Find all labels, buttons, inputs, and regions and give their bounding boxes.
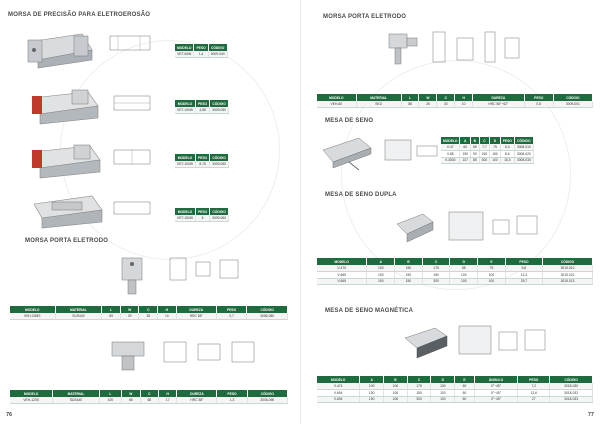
col-header: B xyxy=(471,137,480,144)
mesa-seno-image xyxy=(319,132,375,172)
cell: 6,4 xyxy=(500,144,514,151)
cell: SKD xyxy=(356,101,401,108)
col-header: MATERIAL xyxy=(53,390,99,397)
cell: 89 xyxy=(102,313,121,320)
precisao-table-2 xyxy=(175,100,229,114)
cell: 100 xyxy=(478,278,506,285)
col-header: MODELO xyxy=(175,208,195,215)
col-header: PESO xyxy=(216,306,246,313)
col-header: H xyxy=(455,94,473,101)
cell: 28 xyxy=(139,313,158,320)
col-header: D xyxy=(490,137,501,144)
col-header: DUREZA xyxy=(176,306,216,313)
cell: 10 xyxy=(455,101,473,108)
cell: 8 xyxy=(195,215,209,222)
cell: 100 xyxy=(431,396,455,403)
seno-table xyxy=(441,137,534,164)
right-page xyxy=(300,0,600,424)
eletrodo-table-1 xyxy=(10,306,288,320)
col-header: A xyxy=(460,137,471,144)
cell: 0,7 xyxy=(216,313,246,320)
cell: V-694 xyxy=(317,390,360,397)
cell: V-3530 xyxy=(441,157,460,164)
col-header: CÓDIGO xyxy=(208,44,227,51)
cell: 75 xyxy=(478,265,506,272)
mesa-seno-drawing xyxy=(381,138,441,164)
cell: 7,2 xyxy=(518,383,550,390)
cell: 0°~45° xyxy=(474,383,518,390)
cell: 8,6 xyxy=(500,151,514,158)
magnetica-table xyxy=(317,376,593,403)
cell: VEH-60 xyxy=(317,101,356,108)
cell: VET-150W xyxy=(175,215,195,222)
cell: 60 xyxy=(455,390,475,397)
col-header: PESO xyxy=(524,94,553,101)
precisao-table-3 xyxy=(175,154,229,168)
cell: 60 xyxy=(455,383,475,390)
cell: 30 xyxy=(437,101,455,108)
cell: 3009-050 xyxy=(210,161,229,168)
col-header: D xyxy=(431,376,455,383)
cell: 15,3 xyxy=(500,157,514,164)
col-header: CÓDIGO xyxy=(514,137,533,144)
cell: V-470 xyxy=(317,265,367,272)
cell: 150 xyxy=(490,151,501,158)
mesa-seno-magnetica-images xyxy=(401,320,551,364)
col-header: C xyxy=(140,390,158,397)
col-header: PESO xyxy=(500,137,514,144)
col-header: L xyxy=(401,94,419,101)
morsa-eletrodo-images-right xyxy=(385,24,525,70)
eletrodo-table-right xyxy=(317,94,593,108)
cell: 10 xyxy=(158,313,177,320)
col-header: B xyxy=(384,376,408,383)
cell: 3009-050 xyxy=(210,107,229,114)
cell: 100 xyxy=(99,397,121,404)
col-header: C xyxy=(422,258,450,265)
col-header: MODELO xyxy=(10,306,55,313)
col-header: PESO xyxy=(195,100,209,107)
cell: V-88 xyxy=(441,151,460,158)
col-header: MATERIAL xyxy=(55,306,102,313)
cell: 3008-020 xyxy=(514,151,533,158)
cell: HRC 58° xyxy=(176,313,216,320)
col-header: DUREZA xyxy=(473,94,525,101)
cell: 106 xyxy=(384,396,408,403)
cell: 3018-030 xyxy=(550,383,593,390)
col-header: MODELO xyxy=(317,258,367,265)
cell: 3008-030 xyxy=(514,157,533,164)
col-header: H xyxy=(159,390,177,397)
cell: 106 xyxy=(384,390,408,397)
cell: 150 xyxy=(479,151,490,158)
cell: 150 xyxy=(395,278,423,285)
col-header: E xyxy=(455,376,475,383)
morsa-precisao-drawing-3 xyxy=(112,146,152,170)
cell: 150 xyxy=(360,396,384,403)
cell: 150 xyxy=(407,390,431,397)
col-header: D xyxy=(450,258,478,265)
cell: 8,78 xyxy=(195,161,209,168)
morsa-precisao-image-3 xyxy=(28,140,104,180)
morsa-eletrodo-drawings-2 xyxy=(158,338,268,370)
col-header: L xyxy=(102,306,121,313)
cell: 0°~45° xyxy=(474,396,518,403)
cell: 60 xyxy=(455,396,475,403)
cell: 3009-001 xyxy=(553,101,592,108)
col-header: MODELO xyxy=(175,44,194,51)
cell: 100 xyxy=(450,278,478,285)
cell: VET-100W xyxy=(175,107,195,114)
cell: VET-60W xyxy=(175,51,194,58)
col-header: L xyxy=(99,390,121,397)
col-header: CÓDIGO xyxy=(210,100,229,107)
col-header: W xyxy=(419,94,437,101)
cell: SUS440 xyxy=(53,397,99,404)
col-header: C xyxy=(437,94,455,101)
section-title-morsa-eletrodo: MORSA PORTA ELETRODO xyxy=(25,238,109,244)
cell: 100 xyxy=(490,157,501,164)
eletrodo-table-2 xyxy=(10,390,288,404)
cell: 55 xyxy=(450,265,478,272)
cell: VET-100W xyxy=(175,161,195,168)
morsa-precisao-drawing-1 xyxy=(108,32,152,58)
cell: 3018-033 xyxy=(550,396,593,403)
page-number-left: 76 xyxy=(6,412,13,418)
cell: 150 xyxy=(460,151,471,158)
cell: 3018-032 xyxy=(550,390,593,397)
morsa-precisao-image-1 xyxy=(22,28,98,70)
col-header: PESO xyxy=(518,376,550,383)
cell: 150 xyxy=(422,272,450,279)
cell: 150 xyxy=(395,272,423,279)
cell: 13,6 xyxy=(518,390,550,397)
cell: V-474 xyxy=(317,383,360,390)
cell: 100 xyxy=(431,383,455,390)
cell: HRC 58° xyxy=(177,397,217,404)
dupla-table xyxy=(317,258,593,285)
cell: 60 xyxy=(460,144,471,151)
cell: 175 xyxy=(422,265,450,272)
cell: 300 xyxy=(407,396,431,403)
col-header: PESO xyxy=(194,44,208,51)
cell: HRC 58°~62° xyxy=(473,101,525,108)
morsa-precisao-image-2 xyxy=(28,86,104,126)
cell: V-47 xyxy=(441,144,460,151)
col-header: C xyxy=(139,306,158,313)
col-header: MODELO xyxy=(317,94,356,101)
col-header: PESO xyxy=(505,258,542,265)
cell: 0°~45° xyxy=(474,390,518,397)
precisao-table-1 xyxy=(175,44,228,58)
col-header: C xyxy=(479,137,490,144)
cell: 1,3 xyxy=(217,397,247,404)
col-header: PESO xyxy=(195,154,209,161)
cell: 107 xyxy=(460,157,471,164)
cell: 1,4 xyxy=(194,51,208,58)
morsa-precisao-drawing-4 xyxy=(112,198,152,220)
col-header: DUREZA xyxy=(177,390,217,397)
morsa-eletrodo-drawings-1 xyxy=(150,254,250,290)
col-header: W xyxy=(120,306,139,313)
col-header: CÓDIGO xyxy=(553,94,592,101)
cell: 150 xyxy=(367,272,395,279)
cell: 100 xyxy=(450,272,478,279)
cell: 75 xyxy=(490,144,501,151)
cell: 12,4 xyxy=(505,272,542,279)
cell: 150 xyxy=(395,265,423,272)
cell: 65 xyxy=(471,144,480,151)
cell: 175 xyxy=(407,383,431,390)
cell: 68 xyxy=(140,397,158,404)
col-header: MATERIAL xyxy=(356,94,401,101)
cell: 65 xyxy=(122,397,140,404)
morsa-precisao-image-4 xyxy=(30,192,106,230)
col-header: H xyxy=(158,306,177,313)
cell: 100 xyxy=(360,383,384,390)
cell: V-665 xyxy=(317,278,367,285)
cell: 150 xyxy=(367,278,395,285)
col-header: A xyxy=(367,258,395,265)
col-header: PESO xyxy=(195,208,209,215)
cell: 3006-080 xyxy=(247,313,288,320)
morsa-eletrodo-image-1 xyxy=(112,250,152,298)
col-header: CÓDIGO xyxy=(210,208,229,215)
cell: 7,7 xyxy=(479,144,490,151)
cell: 90 xyxy=(471,151,480,158)
col-header: A xyxy=(360,376,384,383)
col-header: PESO xyxy=(217,390,247,397)
cell: 3015-010 xyxy=(543,265,593,272)
col-header: B xyxy=(395,258,423,265)
col-header: CÓDIGO xyxy=(247,306,288,313)
mesa-seno-dupla-images xyxy=(393,206,543,250)
col-header: W xyxy=(122,390,140,397)
cell: 300 xyxy=(422,278,450,285)
precisao-table-4 xyxy=(175,208,229,222)
cell: 29 xyxy=(120,313,139,320)
col-header: MODELO xyxy=(317,376,360,383)
col-header: MODELO xyxy=(175,154,195,161)
cell: 100 xyxy=(431,390,455,397)
cell: 3009-060 xyxy=(210,215,229,222)
col-header: MODELO xyxy=(10,390,53,397)
cell: VEH-20MS xyxy=(10,313,55,320)
cell: 85 xyxy=(471,157,480,164)
col-header: ÂNGULO xyxy=(474,376,518,383)
cell: VEH-120S xyxy=(10,397,53,404)
cell: 17 xyxy=(159,397,177,404)
cell: 4,88 xyxy=(195,107,209,114)
cell: 106 xyxy=(384,383,408,390)
cell: 25 xyxy=(419,101,437,108)
cell: SUS440 xyxy=(55,313,102,320)
cell: 150 xyxy=(360,390,384,397)
section-title-mesa-dupla: MESA DE SENO DUPLA xyxy=(325,192,397,198)
page-number-right: 77 xyxy=(587,412,594,418)
section-title-morsa-precisao: MORSA DE PRECISÃO PARA ELETROEROSÃO xyxy=(8,12,151,18)
col-header: CÓDIGO xyxy=(210,154,229,161)
morsa-precisao-drawing-2 xyxy=(112,92,152,116)
cell: 100 xyxy=(478,272,506,279)
col-header: CÓDIGO xyxy=(247,390,287,397)
section-title-morsa-eletrodo-right: MORSA PORTA ELETRODO xyxy=(323,14,407,20)
cell: 88 xyxy=(401,101,419,108)
cell: 3008-010 xyxy=(514,144,533,151)
cell: 100 xyxy=(367,265,395,272)
cell: 3015-013 xyxy=(543,278,593,285)
col-header: C xyxy=(407,376,431,383)
section-title-mesa-magnetica: MESA DE SENO MAGNÉTICA xyxy=(325,308,414,314)
cell: V-665 xyxy=(317,272,367,279)
cell: 3015-021 xyxy=(543,272,593,279)
col-header: E xyxy=(478,258,506,265)
morsa-eletrodo-image-2 xyxy=(104,334,154,374)
cell: V-694 xyxy=(317,396,360,403)
col-header: MODELO xyxy=(175,100,195,107)
col-header: CÓDIGO xyxy=(550,376,593,383)
cell: 3009-040 xyxy=(208,51,227,58)
cell: 6,8 xyxy=(505,265,542,272)
cell: 27 xyxy=(518,396,550,403)
cell: 300 xyxy=(479,157,490,164)
section-title-mesa-seno: MESA DE SENO xyxy=(325,118,374,124)
col-header: MODELO xyxy=(441,137,460,144)
cell: 0,8 xyxy=(524,101,553,108)
col-header: CÓDIGO xyxy=(543,258,593,265)
cell: 3006-090 xyxy=(247,397,287,404)
cell: 25,7 xyxy=(505,278,542,285)
